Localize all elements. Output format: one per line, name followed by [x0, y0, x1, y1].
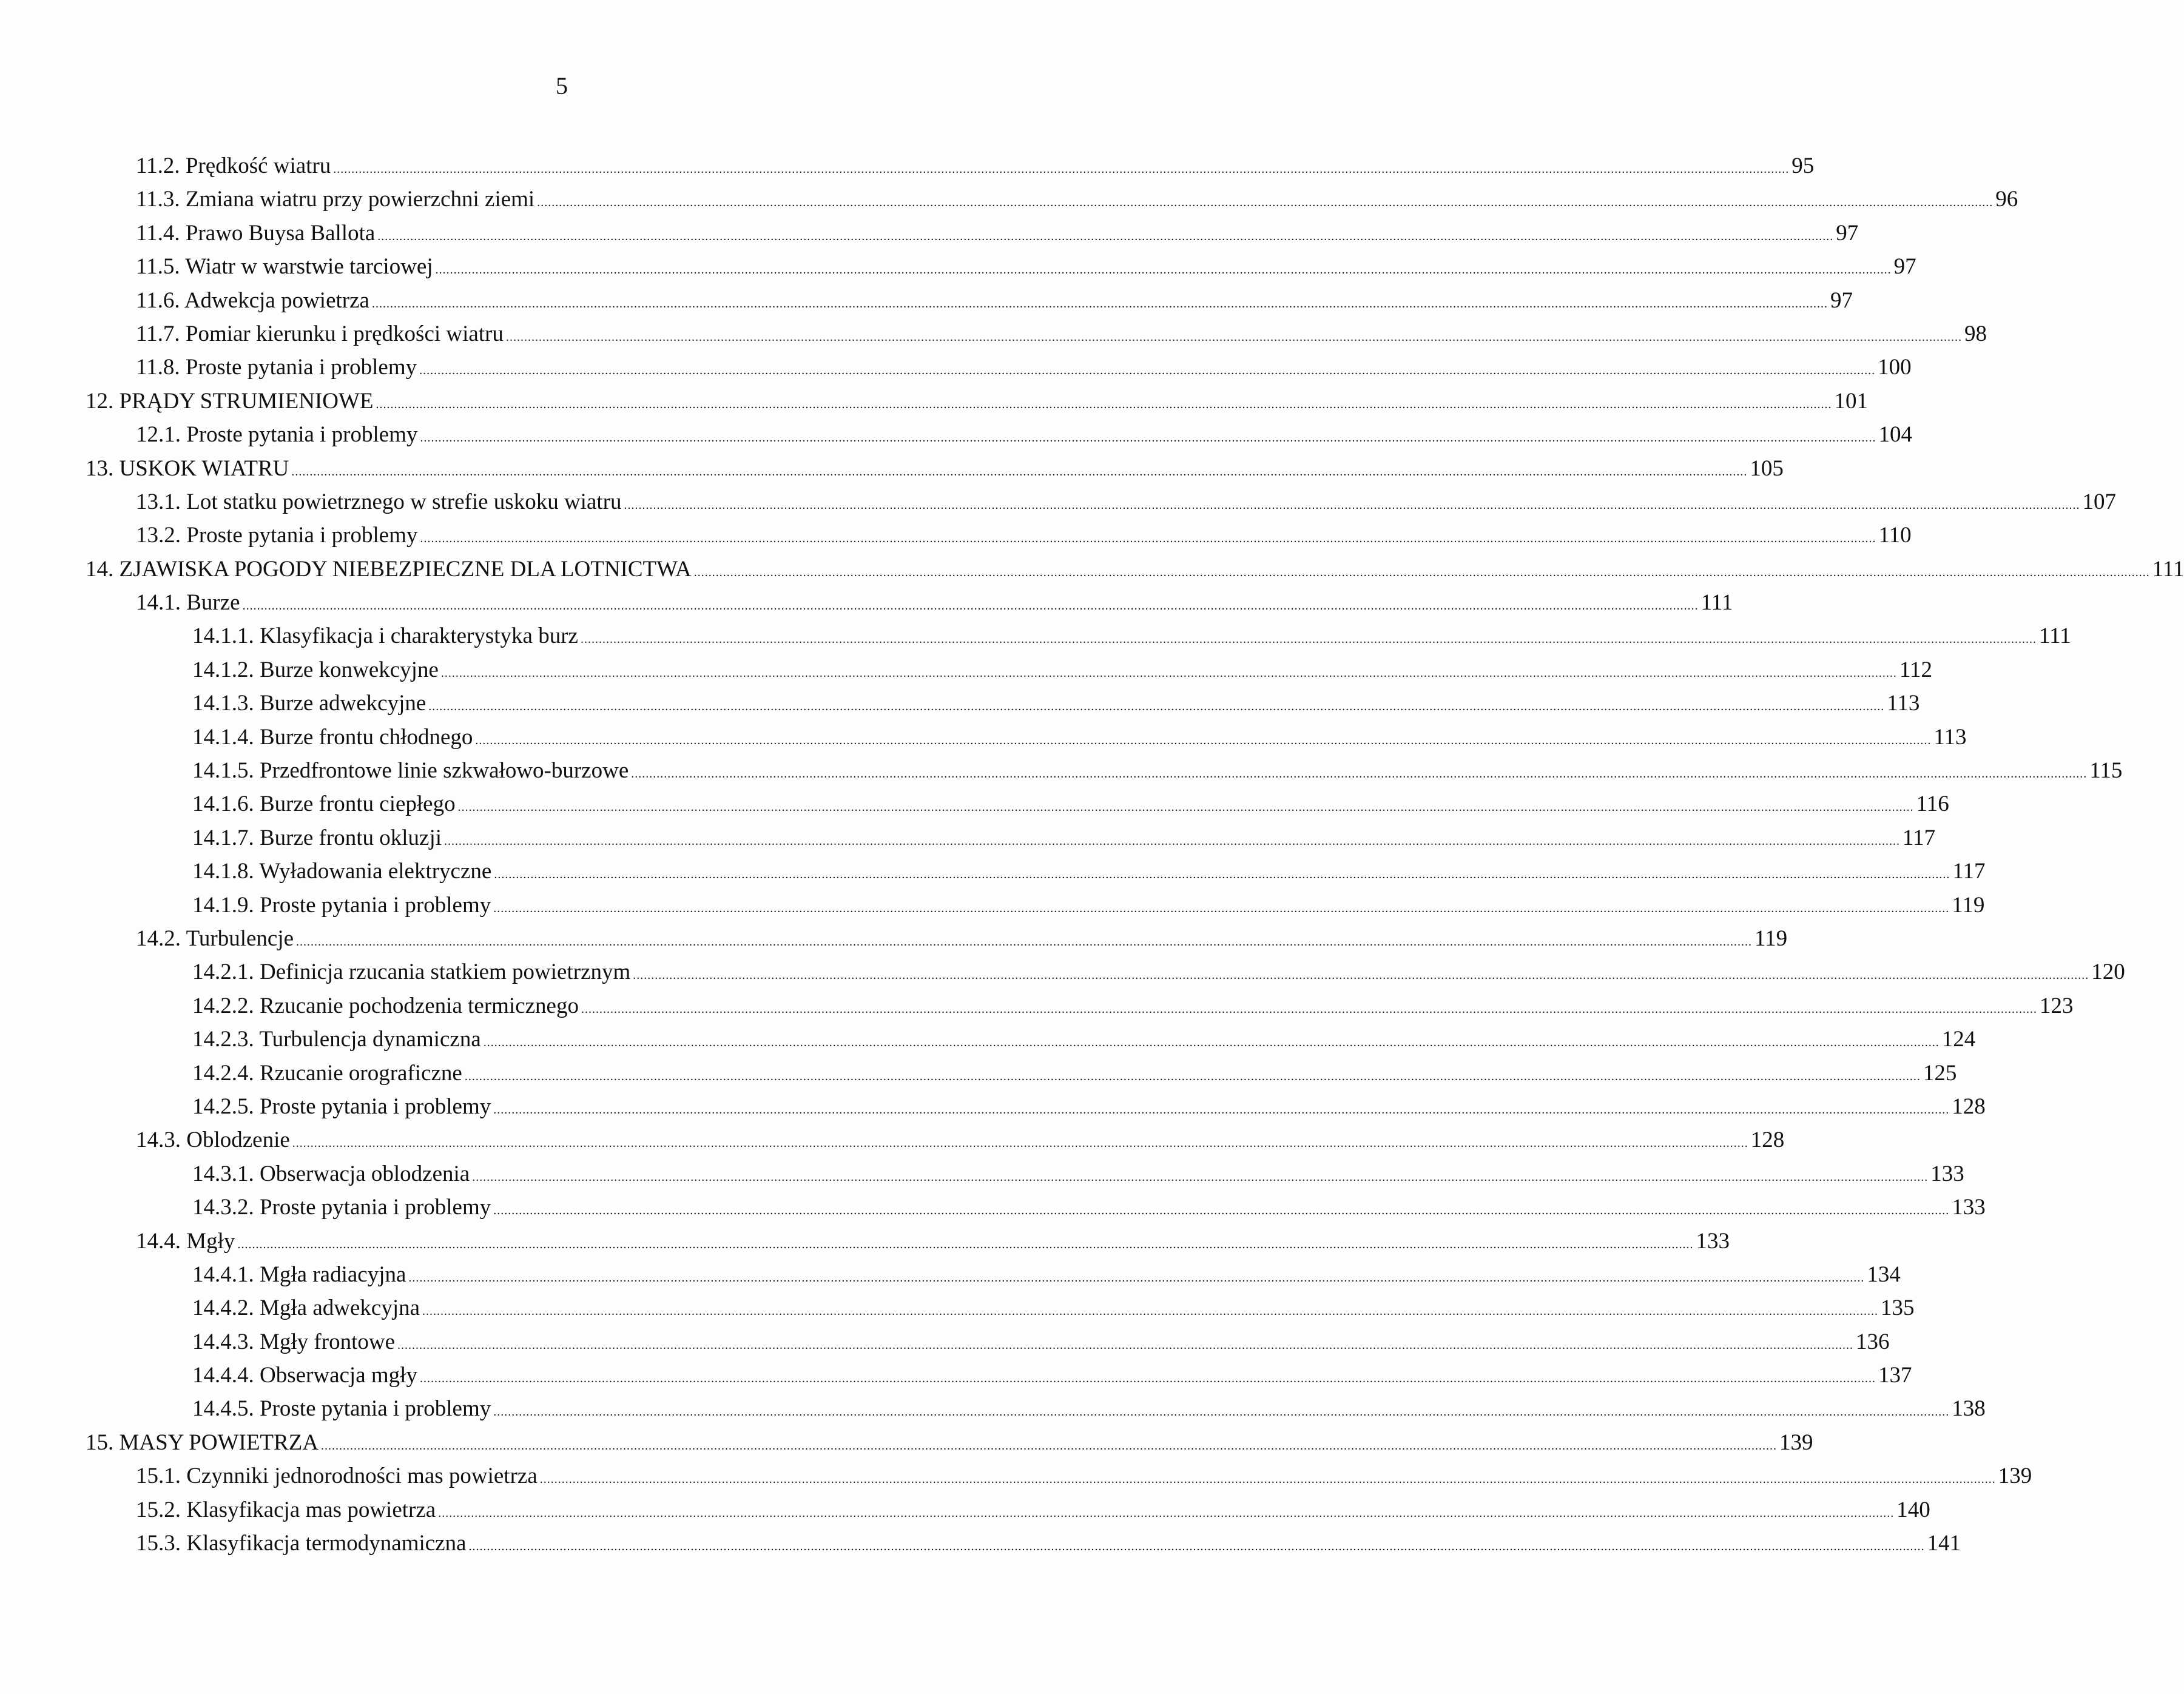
toc-entry-page: 107	[2082, 489, 2116, 514]
toc-entry	[0, 1258, 1901, 1291]
dot-leader: ................................................................................................................................................................................................................................................................................................................................................................................................................	[580, 633, 2037, 647]
toc-entry	[0, 754, 2123, 787]
dot-leader: ................................................................................................................................................................................................................................................................................................................................................................................................................	[444, 834, 1901, 848]
toc-entry-page: 141	[1927, 1531, 1961, 1556]
dot-leader: ................................................................................................................................................................................................................................................................................................................................................................................................................	[581, 1002, 2037, 1016]
toc-entry-title: 13.1. Lot statku powietrznego w strefie uskoku wiatru	[136, 489, 622, 514]
toc-entry	[0, 619, 2071, 653]
toc-entry	[0, 855, 1986, 888]
toc-entry	[0, 250, 1916, 283]
toc-entry-page: 138	[1952, 1396, 1986, 1422]
toc-entry	[0, 889, 1985, 922]
toc-entry	[0, 385, 1868, 418]
toc-entry-page: 133	[1952, 1195, 1986, 1220]
toc-entry-title: 14.4.4. Obserwacja mgły	[192, 1363, 417, 1388]
toc-entry	[0, 721, 1967, 754]
dot-leader: ................................................................................................................................................................................................................................................................................................................................................................................................................	[292, 1137, 1748, 1151]
dot-leader: ................................................................................................................................................................................................................................................................................................................................................................................................................	[422, 1305, 1879, 1319]
toc-entry-page: 133	[1696, 1228, 1730, 1254]
toc-entry	[0, 1527, 1961, 1560]
toc-entry-title: 14.3.1. Obserwacja oblodzenia	[192, 1161, 470, 1186]
toc-entry-page: 137	[1878, 1363, 1912, 1388]
toc-entry-title: 14.1.3. Burze adwekcyjne	[192, 691, 426, 716]
toc-entry-title: 14.3. Oblodzenie	[136, 1128, 290, 1153]
toc-entry-page: 104	[1878, 422, 1912, 448]
toc-entry	[0, 821, 1936, 855]
toc-entry	[0, 351, 1912, 384]
toc-entry	[0, 586, 1733, 619]
toc-entry	[0, 1225, 1730, 1258]
dot-leader: ................................................................................................................................................................................................................................................................................................................................................................................................................	[464, 1069, 1921, 1083]
toc-entry-page: 139	[1998, 1464, 2032, 1489]
toc-entry	[0, 519, 1912, 552]
dot-leader: ................................................................................................................................................................................................................................................................................................................................................................................................................	[483, 1036, 1940, 1050]
toc-entry-title: 14.1.8. Wyładowania elektryczne	[192, 859, 492, 884]
toc-entry-page: 134	[1867, 1262, 1901, 1287]
toc-entry-title: 11.4. Prawo Buysa Ballota	[136, 220, 376, 246]
toc-entry-title: 14.1.9. Proste pytania i problemy	[192, 892, 491, 918]
toc-entry-title: 14. ZJAWISKA POGODY NIEBEZPIECZNE DLA LOTNICTWA	[86, 556, 692, 582]
toc-entry	[0, 1325, 1890, 1359]
dot-leader: ................................................................................................................................................................................................................................................................................................................................................................................................................	[440, 666, 1897, 680]
page-number: 5	[556, 72, 568, 99]
toc-entry-title: 14.2.4. Rzucanie orograficzne	[192, 1060, 462, 1086]
toc-entry-title: 14.3.2. Proste pytania i problemy	[192, 1195, 491, 1220]
toc-entry-page: 113	[1933, 724, 1967, 750]
toc-entry	[0, 687, 1920, 720]
toc-entry	[0, 1459, 2032, 1493]
toc-entry-title: 14.1.1. Klasyfikacja i charakterystyka burz	[192, 623, 578, 649]
toc-entry	[0, 989, 2074, 1023]
dot-leader: ................................................................................................................................................................................................................................................................................................................................................................................................................	[631, 767, 2088, 781]
toc-entry-title: 11.2. Prędkość wiatru	[136, 153, 331, 178]
toc-entry-page: 133	[1930, 1161, 1964, 1186]
toc-entry	[0, 553, 2184, 586]
toc-entry-title: 14.2. Turbulencje	[136, 926, 294, 951]
dot-leader: ................................................................................................................................................................................................................................................................................................................................................................................................................	[468, 1540, 1925, 1554]
toc-entry	[0, 284, 1853, 317]
toc-entry-title: 14.2.1. Definicja rzucania statkiem powietrznym	[192, 960, 631, 985]
toc-entry-page: 96	[1995, 187, 2018, 212]
toc-entry-title: 14.4. Mgły	[136, 1228, 235, 1254]
toc-entry-page: 124	[1941, 1027, 1976, 1052]
toc-entry-title: 13.2. Proste pytania i problemy	[136, 523, 418, 548]
toc-entry-title: 13. USKOK WIATRU	[86, 455, 289, 481]
dot-leader: ................................................................................................................................................................................................................................................................................................................................................................................................................	[428, 700, 1885, 714]
toc-entry-title: 12.1. Proste pytania i problemy	[136, 422, 418, 448]
toc-entry	[0, 1057, 1957, 1090]
toc-entry-title: 14.1.5. Przedfrontowe linie szkwałowo-burzowe	[192, 758, 629, 784]
dot-leader: ................................................................................................................................................................................................................................................................................................................................................................................................................	[376, 397, 1832, 411]
dot-leader: ................................................................................................................................................................................................................................................................................................................................................................................................................	[242, 599, 1699, 613]
dot-leader: ................................................................................................................................................................................................................................................................................................................................................................................................................	[291, 465, 1748, 479]
dot-leader: ................................................................................................................................................................................................................................................................................................................................................................................................................	[420, 431, 1876, 445]
dot-leader: ................................................................................................................................................................................................................................................................................................................................................................................................................	[475, 733, 1932, 747]
toc-entry-title: 14.2.5. Proste pytania i problemy	[192, 1094, 491, 1119]
toc-entry-page: 139	[1779, 1430, 1813, 1455]
toc-entry-page: 125	[1923, 1060, 1957, 1086]
dot-leader: ................................................................................................................................................................................................................................................................................................................................................................................................................	[408, 1271, 1865, 1285]
toc-entry-page: 101	[1834, 388, 1868, 414]
dot-leader: ................................................................................................................................................................................................................................................................................................................................................................................................................	[420, 532, 1876, 546]
dot-leader: ................................................................................................................................................................................................................................................................................................................................................................................................................	[493, 1405, 1950, 1419]
dot-leader: ................................................................................................................................................................................................................................................................................................................................................................................................................	[397, 1338, 1853, 1352]
dot-leader: ................................................................................................................................................................................................................................................................................................................................................................................................................	[493, 1103, 1950, 1117]
toc-entry-page: 119	[1952, 892, 1985, 918]
toc-entry-page: 110	[1878, 523, 1912, 548]
dot-leader: ................................................................................................................................................................................................................................................................................................................................................................................................................	[493, 901, 1950, 915]
toc-entry-title: 14.4.3. Mgły frontowe	[192, 1329, 395, 1354]
toc-entry-title: 15.2. Klasyfikacja mas powietrza	[136, 1497, 436, 1522]
toc-entry-title: 11.6. Adwekcja powietrza	[136, 287, 369, 313]
toc-entry	[0, 1123, 1785, 1157]
toc-entry-title: 14.1. Burze	[136, 590, 240, 616]
toc-entry-page: 123	[2039, 993, 2074, 1018]
toc-entry-page: 128	[1952, 1094, 1986, 1119]
toc-entry-title: 15.3. Klasyfikacja termodynamiczna	[136, 1531, 467, 1556]
dot-leader: ................................................................................................................................................................................................................................................................................................................................................................................................................	[296, 935, 1753, 949]
toc-entry	[0, 1426, 1813, 1459]
dot-leader: ................................................................................................................................................................................................................................................................................................................................................................................................................	[435, 263, 1892, 277]
dot-leader: ................................................................................................................................................................................................................................................................................................................................................................................................................	[693, 565, 2150, 579]
toc-entry-title: 11.8. Proste pytania i problemy	[136, 355, 417, 380]
toc-entry-page: 111	[1700, 590, 1733, 616]
toc-entry	[0, 183, 2018, 216]
dot-leader: ................................................................................................................................................................................................................................................................................................................................................................................................................	[624, 498, 2080, 512]
dot-leader: ................................................................................................................................................................................................................................................................................................................................................................................................................	[377, 229, 1834, 243]
toc-entry	[0, 217, 1859, 250]
dot-leader: ................................................................................................................................................................................................................................................................................................................................................................................................................	[371, 297, 1828, 311]
toc-entry-page: 97	[1836, 220, 1859, 246]
toc-entry	[0, 485, 2116, 519]
toc-entry-title: 14.1.4. Burze frontu chłodnego	[192, 724, 473, 750]
toc-entry-title: 11.5. Wiatr w warstwie tarciowej	[136, 254, 433, 280]
toc-entry-page: 135	[1881, 1296, 1915, 1321]
dot-leader: ................................................................................................................................................................................................................................................................................................................................................................................................................	[494, 868, 1950, 882]
toc-entry-title: 15. MASY POWIETRZA	[86, 1430, 319, 1455]
toc-entry-page: 119	[1754, 926, 1788, 951]
toc-entry-title: 14.2.2. Rzucanie pochodzenia termicznego	[192, 993, 579, 1018]
dot-leader: ................................................................................................................................................................................................................................................................................................................................................................................................................	[472, 1170, 1929, 1184]
toc-entry	[0, 1157, 1964, 1191]
toc-entry	[0, 787, 1949, 821]
toc-entry	[0, 922, 1788, 955]
toc-entry-title: 14.1.2. Burze konwekcyjne	[192, 657, 439, 682]
toc-entry	[0, 418, 1912, 451]
dot-leader: ................................................................................................................................................................................................................................................................................................................................................................................................................	[419, 1372, 1876, 1386]
dot-leader: ................................................................................................................................................................................................................................................................................................................................................................................................................	[438, 1506, 1895, 1520]
dot-leader: ................................................................................................................................................................................................................................................................................................................................................................................................................	[633, 969, 2089, 983]
toc-entry-title: 14.2.3. Turbulencja dynamiczna	[192, 1027, 481, 1052]
toc-entry	[0, 452, 1784, 485]
toc-entry-page: 100	[1878, 355, 1912, 380]
toc-entry-page: 120	[2091, 960, 2125, 985]
table-of-contents	[0, 149, 2184, 1560]
toc-entry-page: 97	[1893, 254, 1916, 280]
toc-entry-page: 117	[1903, 825, 1936, 850]
toc-entry	[0, 1493, 1930, 1527]
toc-entry-page: 98	[1964, 321, 1987, 346]
toc-entry-page: 95	[1791, 153, 1815, 178]
toc-entry-title: 12. PRĄDY STRUMIENIOWE	[86, 388, 374, 414]
toc-entry-page: 111	[2038, 623, 2071, 649]
toc-entry	[0, 1291, 1915, 1325]
toc-entry-page: 117	[1952, 859, 1986, 884]
toc-entry	[0, 1392, 1986, 1425]
toc-entry-title: 14.1.7. Burze frontu okluzji	[192, 825, 442, 850]
toc-entry-page: 136	[1856, 1329, 1890, 1354]
toc-entry-title: 14.4.5. Proste pytania i problemy	[192, 1396, 491, 1422]
dot-leader: ................................................................................................................................................................................................................................................................................................................................................................................................................	[237, 1237, 1694, 1251]
toc-entry	[0, 955, 2125, 989]
toc-entry-page: 97	[1830, 287, 1853, 313]
toc-entry-title: 11.7. Pomiar kierunku i prędkości wiatru	[136, 321, 504, 346]
toc-entry-page: 128	[1750, 1128, 1785, 1153]
toc-entry-title: 11.3. Zmiana wiatru przy powierzchni ziemi	[136, 187, 535, 212]
toc-entry-title: 14.1.6. Burze frontu ciepłego	[192, 792, 456, 817]
dot-leader: ................................................................................................................................................................................................................................................................................................................................................................................................................	[537, 196, 1994, 210]
dot-leader: ................................................................................................................................................................................................................................................................................................................................................................................................................	[321, 1439, 1778, 1453]
toc-entry-page: 113	[1887, 691, 1920, 716]
toc-entry	[0, 149, 1815, 183]
toc-entry	[0, 1090, 1986, 1123]
toc-entry	[0, 1359, 1912, 1392]
toc-entry-title: 15.1. Czynniki jednorodności mas powietrza	[136, 1464, 538, 1489]
toc-entry-title: 14.4.2. Mgła adwekcyjna	[192, 1296, 420, 1321]
toc-entry-page: 111	[2152, 556, 2184, 582]
toc-entry-page: 140	[1896, 1497, 1930, 1522]
dot-leader: ................................................................................................................................................................................................................................................................................................................................................................................................................	[419, 364, 1876, 378]
toc-entry	[0, 317, 1987, 351]
dot-leader: ................................................................................................................................................................................................................................................................................................................................................................................................................	[493, 1204, 1950, 1218]
toc-entry	[0, 653, 1933, 687]
toc-entry	[0, 1191, 1986, 1224]
dot-leader: ................................................................................................................................................................................................................................................................................................................................................................................................................	[333, 163, 1790, 176]
toc-entry-page: 116	[1916, 792, 1949, 817]
dot-leader: ................................................................................................................................................................................................................................................................................................................................................................................................................	[539, 1473, 1996, 1487]
toc-entry-page: 115	[2089, 758, 2123, 784]
toc-entry-page: 105	[1750, 455, 1784, 481]
toc-entry	[0, 1023, 1976, 1056]
dot-leader: ................................................................................................................................................................................................................................................................................................................................................................................................................	[457, 801, 1914, 815]
dot-leader: ................................................................................................................................................................................................................................................................................................................................................................................................................	[505, 330, 1962, 344]
toc-entry-page: 112	[1899, 657, 1933, 682]
toc-entry-title: 14.4.1. Mgła radiacyjna	[192, 1262, 406, 1287]
